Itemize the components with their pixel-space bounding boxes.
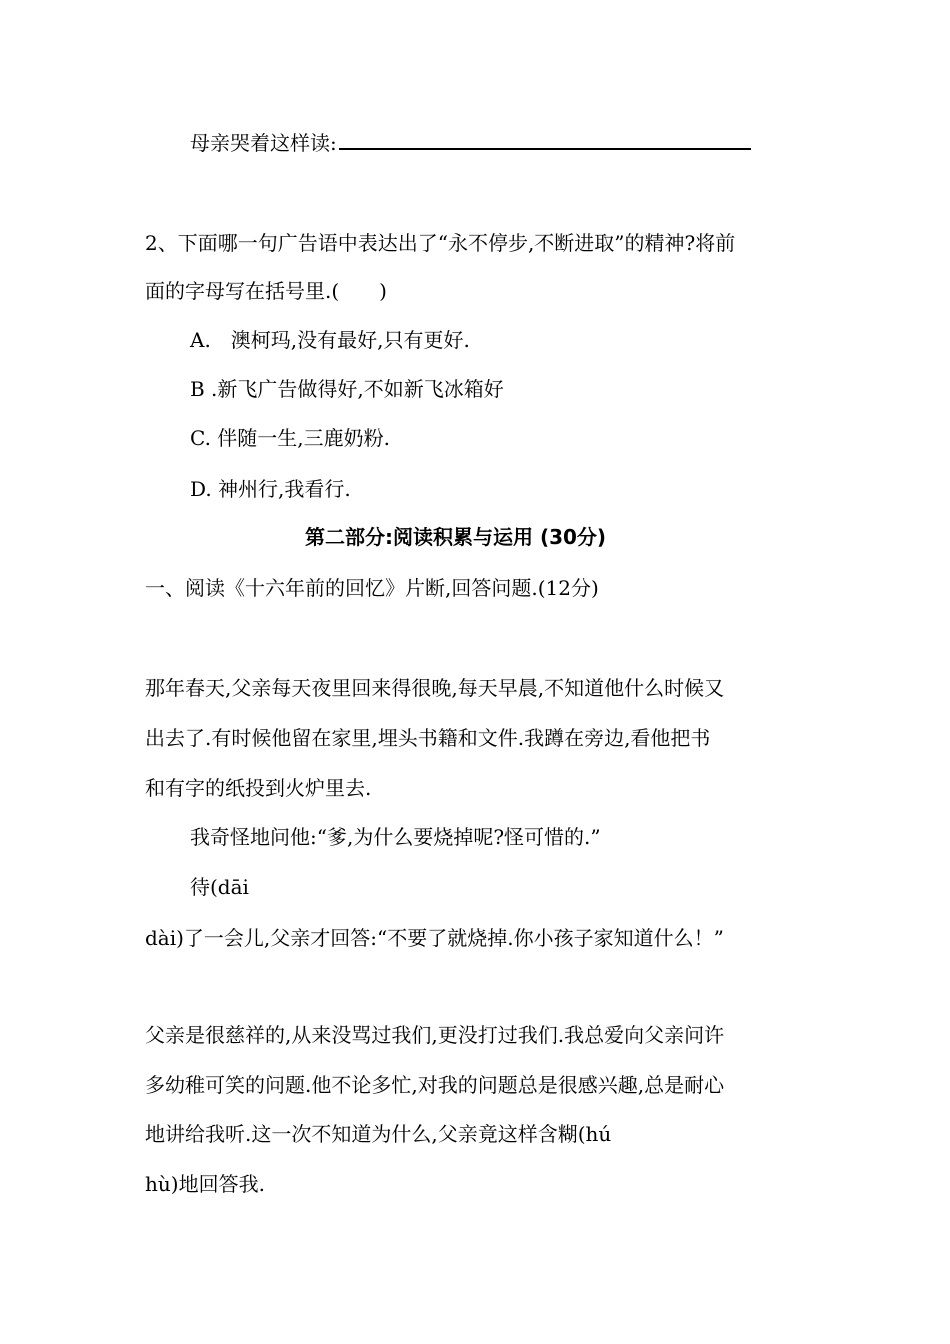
answer-line-mother-read: [190, 132, 751, 153]
passage-paragraph-4-line-3: 地讲给我听.这一次不知道为什么,父亲竟这样含糊(hú: [145, 1122, 612, 1146]
answer-blank[interactable]: [339, 132, 751, 150]
passage-paragraph-1-line-3: 和有字的纸投到火炉里去.: [145, 776, 372, 800]
mother-read-label: 母亲哭着这样读:: [190, 131, 337, 155]
option-b: B .新飞广告做得好,不如新飞冰箱好: [190, 377, 504, 401]
passage-paragraph-3-line-1: 待(dāi: [190, 875, 249, 899]
reading-question-1: 一、阅读《十六年前的回忆》片断,回答问题.(12分): [145, 576, 599, 600]
passage-paragraph-4-line-1: 父亲是很慈祥的,从来没骂过我们,更没打过我们.我总爱向父亲问许: [145, 1023, 725, 1047]
option-a: A. 澳柯玛,没有最好,只有更好.: [190, 328, 470, 352]
passage-paragraph-4-line-2: 多幼稚可笑的问题.他不论多忙,对我的问题总是很感兴趣,总是耐心: [145, 1073, 725, 1097]
passage-paragraph-4-line-4: hù)地回答我.: [145, 1172, 265, 1196]
question-2-line-2: 面的字母写在括号里.( ): [145, 279, 387, 303]
passage-paragraph-2: 我奇怪地问他:“爹,为什么要烧掉呢?怪可惜的.”: [190, 825, 601, 849]
option-d: D. 神州行,我看行.: [190, 477, 351, 501]
option-c: C. 伴随一生,三鹿奶粉.: [190, 426, 391, 450]
passage-paragraph-1-line-2: 出去了.有时候他留在家里,埋头书籍和文件.我蹲在旁边,看他把书: [145, 726, 711, 750]
question-2-line-1: 2、下面哪一句广告语中表达出了“永不停步,不断进取”的精神?将前: [145, 231, 736, 255]
passage-paragraph-3-line-2: dài)了一会儿,父亲才回答:“不要了就烧掉.你小孩子家知道什么！”: [145, 926, 724, 950]
section-heading: 第二部分:阅读积累与运用 (30分): [305, 525, 607, 549]
passage-paragraph-1-line-1: 那年春天,父亲每天夜里回来得很晚,每天早晨,不知道他什么时候又: [145, 676, 725, 700]
